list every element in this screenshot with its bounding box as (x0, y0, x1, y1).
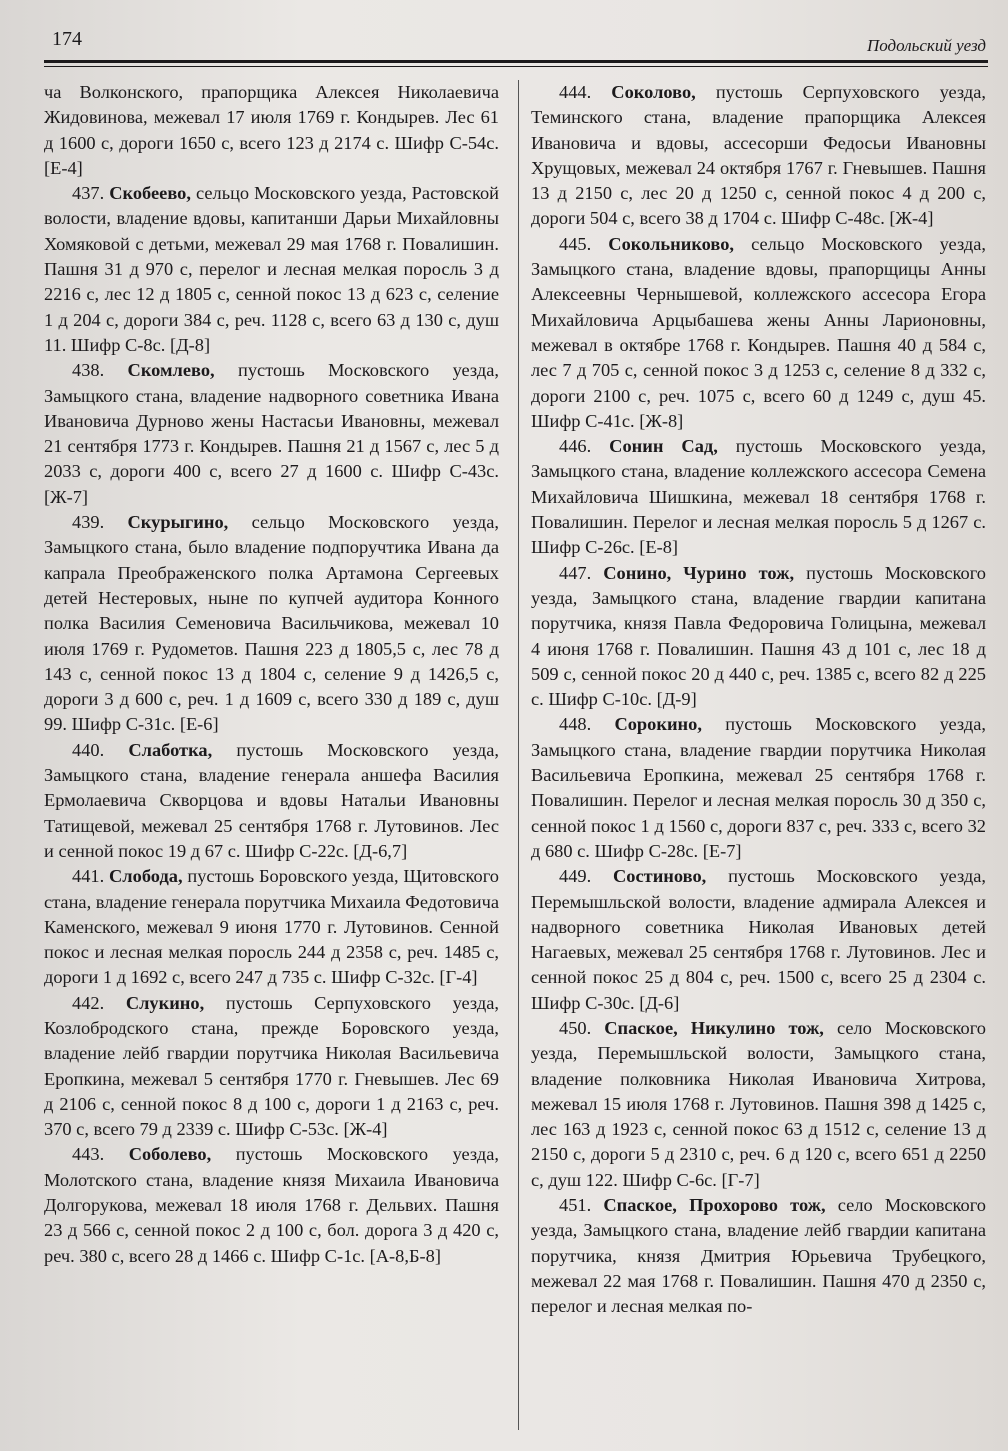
entry-number: 444. (559, 82, 592, 102)
entry-place-name: Слукино, (125, 992, 205, 1013)
header-rule-thick (44, 60, 988, 63)
entry-text: сельцо Московского уезда, Растовской волости, владение вдовы, капитанши Дарьи Михайловны Хомяковой с детьми, межевал 29 мая 1768 г. Повалишин. Пашня 31 д 970 с, перелог и лесная мелкая поросль 3 д 2216 с, лес 12 д 1805 с, сенной покос 13 д 623 с, селение 1 д 204 с, дороги 384 с, реч. 1128 с, всего 63 д 130 с, душ 11. Шифр С-8с. [Д-8] (44, 183, 499, 355)
entry-continuation: ча Волконского, прапорщика Алексея Николаевича Жидовинова, межевал 17 июля 1769 г. Кондырев. Лес 61 д 1600 с, дороги 1650 с, всего 123 д 2174 с. Шифр С-54с. [Е-4] (44, 82, 499, 178)
register-entry (44, 358, 499, 510)
entry-place-name: Сонино, Чурино тож, (603, 562, 795, 583)
register-entry (44, 510, 499, 738)
entry-text: пустошь Боровского уезда, Щитовского стана, владение генерала порутчика Михаила Федотовича Каменского, межевал 9 июня 1770 г. Лутовинов. Сенной покос и лесная мелкая поросль 244 д 2358 с, реч. 1485 с, дороги 1 д 1692 с, всего 247 д 735 с. Шифр С-32с. [Г-4] (44, 866, 499, 988)
entry-number: 437. (72, 183, 105, 204)
entry-place-name: Соболево, (128, 1144, 212, 1165)
entry-text: пустошь Московского уезда, Замыцкого стана, владение коллежского ассесора Семена Михайловича Шишкина, межевал 18 сентября 1768 г. Повалишин. Перелог и лесная мелкая поросль 5 д 1267 с. Шифр С-26с. [Е-8] (531, 436, 986, 558)
entry-number: 441. (72, 866, 105, 887)
entry-text: село Московского уезда, Замыцкого стана, владение лейб гвардии капитана порутчика, князя Дмитрия Юрьевича Трубецкого, межевал 22 мая 1768 г. Повалишин. Пашня 470 д 2350 с, перелог и лесная мелкая по- (531, 1195, 986, 1317)
register-entry (44, 1142, 499, 1268)
text-columns (44, 80, 988, 1440)
register-entry (44, 181, 499, 358)
entry-place-name: Слобода, (109, 866, 183, 887)
entry-place-name: Сокольниково, (608, 233, 735, 254)
entry-number: 438. (72, 360, 105, 381)
running-title: Подольский уезд (867, 36, 986, 55)
entry-number: 448. (559, 714, 592, 735)
entry-place-name: Сонин Сад, (609, 436, 718, 457)
page-number: 174 (52, 28, 82, 50)
entry-number: 447. (559, 562, 592, 583)
entry-text: пустошь Московского уезда, Замыцкого стана, владение генерала аншефа Василия Ермолаевича Скворцова и вдовы Натальи Ивановны Татищевой, межевал 25 сентября 1768 г. Лутовинов. Лес и сенной покос 19 д 67 с. Шифр С-22с. [Д-6,7] (44, 739, 499, 861)
page-header (44, 22, 988, 66)
entry-place-name: Скурыгино, (127, 512, 229, 533)
entry-text: пустошь Московского уезда, Замыцкого стана, владение надворного советника Ивана Ивановича Дурново жены Настасьи Ивановны, межевал 21 сентября 1773 г. Кондырев. Пашня 21 д 1567 с, лес 5 д 2033 с, дороги 400 с, всего 27 д 1600 с. Шифр С-43с. [Ж-7] (44, 360, 499, 507)
column-divider (518, 80, 519, 1430)
entry-text: пустошь Московского уезда, Замыцкого стана, владение гвардии порутчика Николая Васильевича Еропкина, межевал 25 сентября 1768 г. Повалишин. Перелог и лесная мелкая поросль 30 д 350 с, сенной покос 1 д 1560 с, дороги 837 с, реч. 333 с, всего 32 д 680 с. Шифр С-28с. [Е-7] (531, 714, 986, 861)
entry-place-name: Скобеево, (109, 183, 191, 204)
header-rule-thin (44, 66, 988, 67)
entry-number: 450. (559, 1017, 592, 1038)
entry-place-name: Сорокино, (614, 714, 702, 735)
register-entry (531, 80, 986, 232)
left-entry-list (44, 181, 499, 1269)
entry-text: пустошь Серпуховского уезда, Теминского стана, владение прапорщика Алексея Ивановича и вдовы, ассесорши Федосьи Ивановны Хрущовых, межевал 24 октября 1767 г. Гневышев. Пашня 13 д 2150 с, лес 20 д 1250 с, сенной покос 4 д 200 с, дороги 504 с, всего 38 д 1704 с. Шифр С-48с. [Ж-4] (531, 82, 986, 229)
left-column (44, 80, 499, 1269)
entry-text: сельцо Московского уезда, Замыцкого стана, владение вдовы, прапорщицы Анны Алексеевны Чернышевой, коллежского ассесора Егора Михайловича Арцыбашева жены Анны Ларионовны, межевал в октябре 1768 г. Кондырев. Пашня 40 д 584 с, лес 7 д 705 с, сенной покос 3 д 1253 с, селение 8 д 332 с, дороги 2100 с, реч. 1075 с, всего 60 д 1249 с, душ 45. Шифр С-41с. [Ж-8] (531, 233, 986, 431)
entry-text: пустошь Московского уезда, Молотского стана, владение князя Михаила Ивановича Долгорукова, межевал 18 июля 1768 г. Дельвих. Пашня 23 д 566 с, сенной покос 2 д 100 с, бол. дорога 3 д 420 с, реч. 380 с, всего 28 д 1466 с. Шифр С-1с. [А-8,Б-8] (44, 1144, 499, 1266)
entry-number: 443. (72, 1144, 105, 1165)
register-entry (44, 738, 499, 864)
entry-number: 440. (72, 739, 105, 760)
entry-number: 446. (559, 436, 592, 457)
entry-place-name: Скомлево, (127, 360, 215, 381)
register-entry (531, 1193, 986, 1319)
entry-text: пустошь Серпуховского уезда, Козлобродского стана, прежде Боровского уезда, владение лейб гвардии порутчика Николая Васильевича Еропкина, межевал 5 сентября 1770 г. Гневышев. Лес 69 д 2106 с, сенной покос 8 д 100 с, дороги 1 д 2163 с, реч. 370 с, всего 79 д 2339 с. Шифр С-53с. [Ж-4] (44, 992, 499, 1140)
entry-text: пустошь Московского уезда, Замыцкого стана, владение гвардии капитана порутчика, князя Павла Федоровича Голицына, межевал 4 июня 1768 г. Повалишин. Пашня 43 д 101 с, лес 18 д 509 с, сенной покос 20 д 440 с, реч. 1385 с, всего 82 д 225 с. Шифр С-10с. [Д-9] (531, 562, 986, 710)
register-entry (44, 864, 499, 990)
entry-text: село Московского уезда, Перемышльской волости, Замыцкого стана, владение полковника Николая Ивановича Хитрова, межевал 15 июля 1768 г. Лутовинов. Пашня 398 д 1425 с, лес 163 д 1923 с, сенной покос 63 д 1512 с, селение 13 д 2150 с, дороги 5 д 2310 с, реч. 6 д 120 с, всего 651 д 2250 с, душ 122. Шифр С-6с. [Г-7] (531, 1017, 986, 1190)
entry-text: пустошь Московского уезда, Перемышльской волости, владение адмирала Алексея и надворного советника Николая Ивановых детей Нагаевых, межевал 25 сентября 1768 г. Лутовинов. Лес и сенной покос 25 д 804 с, реч. 1500 с, всего 25 д 2304 с. Шифр С-30с. [Д-6] (531, 866, 986, 1013)
entry-place-name: Спаское, Никулино тож, (604, 1017, 824, 1038)
entry-place-name: Спаское, Прохорово тож, (603, 1195, 826, 1216)
entry-text: сельцо Московского уезда, Замыцкого стана, было владение подпоручтика Ивана да капрала Преображенского полка Артамона Сергеевых детей Нестеровых, ныне по купчей аудитора Конного полка Василия Семеновича Васильчикова, межевал 10 июля 1769 г. Рудометов. Пашня 223 д 1805,5 с, лес 78 д 143 с, сенной покос 13 д 1804 с, селение 9 д 1426,5 с, дороги 3 д 600 с, реч. 1 д 1609 с, всего 330 д 189 с, душ 99. Шифр С-31с. [Е-6] (44, 512, 499, 735)
register-entry (531, 864, 986, 1016)
entry-number: 449. (559, 866, 592, 887)
entry-place-name: Соколово, (611, 82, 696, 102)
register-entry (44, 991, 499, 1143)
entry-number: 439. (72, 512, 105, 533)
register-entry (531, 232, 986, 434)
entry-place-name: Слаботка, (128, 739, 213, 760)
register-entry (531, 1016, 986, 1193)
entry-number: 442. (72, 992, 105, 1013)
register-entry (531, 561, 986, 713)
entry-number: 445. (559, 233, 592, 254)
right-column (531, 80, 986, 1320)
register-entry (531, 434, 986, 560)
entry-number: 451. (559, 1195, 592, 1216)
entry-place-name: Состиново, (613, 866, 707, 887)
right-entry-list (531, 80, 986, 1320)
register-entry (531, 712, 986, 864)
